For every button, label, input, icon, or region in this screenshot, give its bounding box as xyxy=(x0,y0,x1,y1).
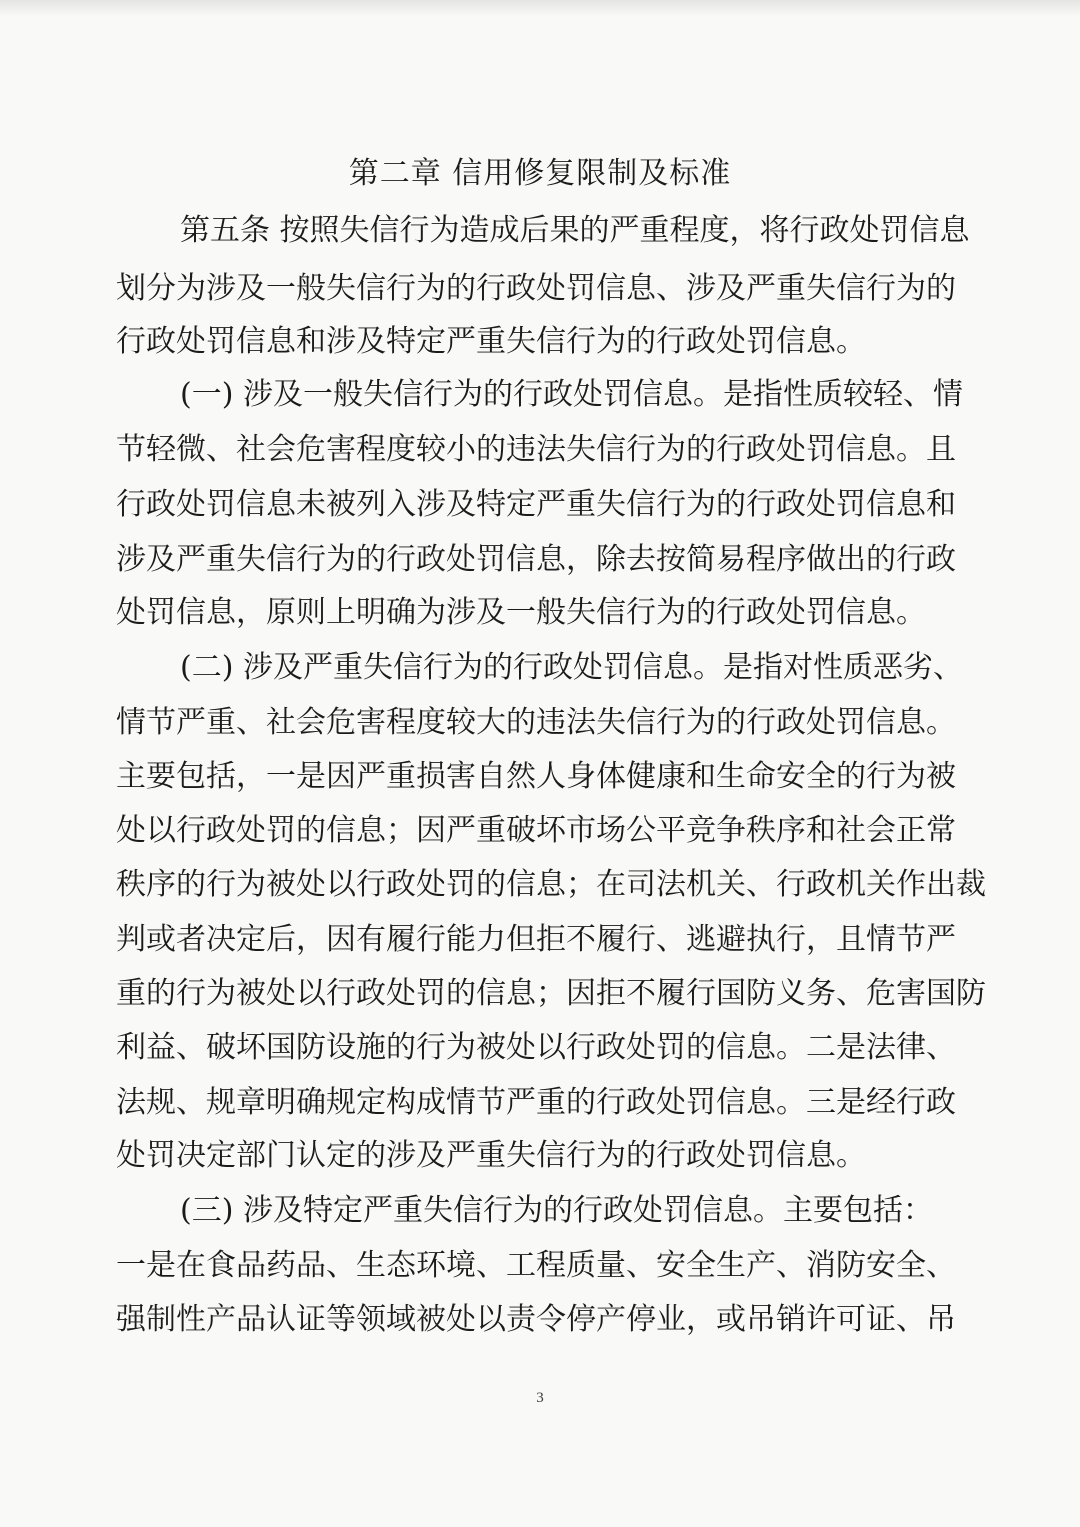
text-line: 利益、破坏国防设施的行为被处以行政处罚的信息。二是法律、 xyxy=(116,1030,956,1065)
text-line: 划分为涉及一般失信行为的行政处罚信息、涉及严重失信行为的 xyxy=(116,271,956,306)
text-line: 重的行为被处以行政处罚的信息；因拒不履行国防义务、危害国防 xyxy=(116,976,986,1011)
text-line: 节轻微、社会危害程度较小的违法失信行为的行政处罚信息。且 xyxy=(116,432,956,467)
text-line: 情节严重、社会危害程度较大的违法失信行为的行政处罚信息。 xyxy=(116,705,956,740)
text-line: 强制性产品认证等领域被处以责令停产停业，或吊销许可证、吊 xyxy=(116,1302,956,1337)
text-line: 涉及严重失信行为的行政处罚信息，除去按简易程序做出的行政 xyxy=(116,542,956,577)
chapter-title: 第二章 信用修复限制及标准 xyxy=(348,156,732,191)
text-line: 第五条 按照失信行为造成后果的严重程度，将行政处罚信息 xyxy=(180,213,970,248)
text-line: 处罚决定部门认定的涉及严重失信行为的行政处罚信息。 xyxy=(116,1138,866,1173)
text-line: 一是在食品药品、生态环境、工程质量、安全生产、消防安全、 xyxy=(116,1248,956,1283)
text-line: 法规、规章明确规定构成情节严重的行政处罚信息。三是经行政 xyxy=(116,1085,956,1120)
text-line: 处以行政处罚的信息；因严重破坏市场公平竞争秩序和社会正常 xyxy=(116,813,956,848)
page-number: 3 xyxy=(536,1390,544,1406)
text-line: 行政处罚信息和涉及特定严重失信行为的行政处罚信息。 xyxy=(116,324,866,359)
text-line: (三) 涉及特定严重失信行为的行政处罚信息。主要包括： xyxy=(180,1193,933,1228)
text-line: (一) 涉及一般失信行为的行政处罚信息。是指性质较轻、情 xyxy=(180,377,963,412)
text-line: (二) 涉及严重失信行为的行政处罚信息。是指对性质恶劣、 xyxy=(180,650,963,685)
text-line: 秩序的行为被处以行政处罚的信息；在司法机关、行政机关作出裁 xyxy=(116,867,986,902)
text-line: 处罚信息，原则上明确为涉及一般失信行为的行政处罚信息。 xyxy=(116,595,926,630)
text-line: 判或者决定后，因有履行能力但拒不履行、逃避执行，且情节严 xyxy=(116,922,956,957)
text-line: 主要包括，一是因严重损害自然人身体健康和生命安全的行为被 xyxy=(116,759,956,794)
text-line: 行政处罚信息未被列入涉及特定严重失信行为的行政处罚信息和 xyxy=(116,487,956,522)
